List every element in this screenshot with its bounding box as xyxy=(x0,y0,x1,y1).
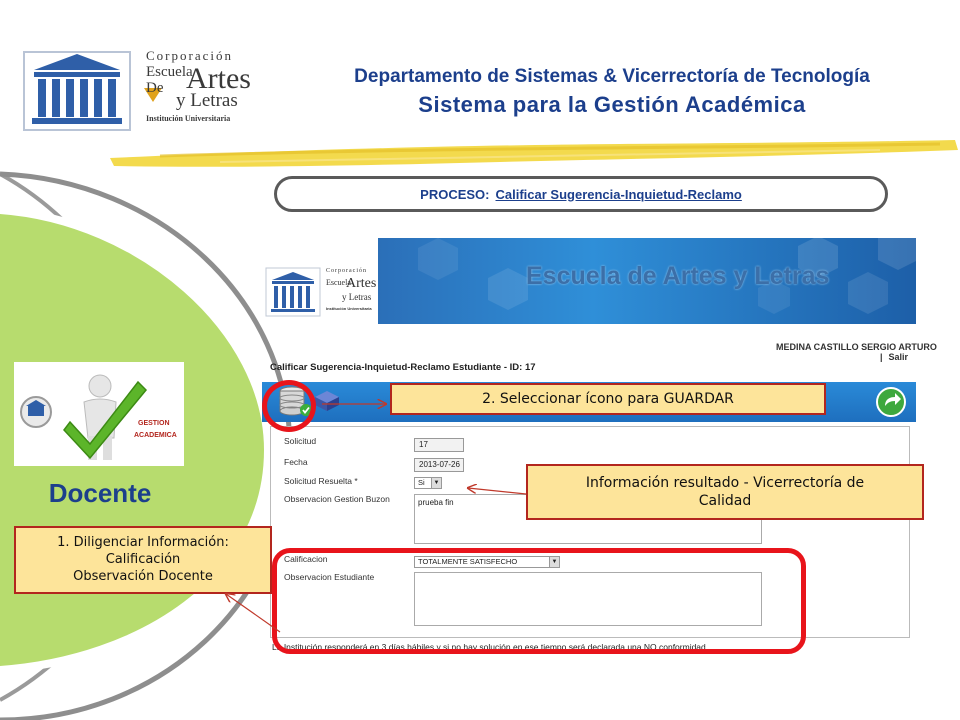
app-banner-title: Escuela de Artes y Letras xyxy=(526,262,830,290)
process-link[interactable]: Calificar Sugerencia-Inquietud-Reclamo xyxy=(495,186,742,202)
fecha-field[interactable]: 2013-07-26 xyxy=(414,458,464,472)
system-title: Sistema para la Gestión Académica xyxy=(418,92,806,117)
obs-buzon-field[interactable]: prueba fin xyxy=(414,494,762,544)
icon-badge-line2: ACADEMICA xyxy=(134,432,177,439)
logo-y-letras: y Letras xyxy=(176,90,238,111)
result-line2: Calidad xyxy=(698,493,752,509)
logo-escuela: Escuela xyxy=(146,64,193,80)
solicitud-label: Solicitud xyxy=(284,436,317,446)
next-arrow-icon[interactable] xyxy=(876,387,906,417)
fields-highlight-box xyxy=(272,548,806,654)
app-logo-corporacion: Corporación xyxy=(326,268,367,274)
cube-icon[interactable] xyxy=(312,390,342,412)
chevron-down-icon[interactable]: ▼ xyxy=(549,557,559,567)
person-check-icon xyxy=(14,362,184,466)
process-banner xyxy=(274,176,888,212)
calificacion-value: TOTALMENTE SATISFECHO xyxy=(418,557,518,566)
result-note xyxy=(526,464,924,520)
step1-note xyxy=(14,526,272,594)
chevron-down-icon[interactable]: ▼ xyxy=(431,478,441,488)
fecha-label: Fecha xyxy=(284,457,308,467)
icon-badge-line1: GESTION xyxy=(138,420,170,427)
logout-link[interactable]: Salir xyxy=(888,352,909,362)
calificacion-label: Calificacion xyxy=(284,554,328,564)
result-line1: Información resultado - Vicerrectoría de xyxy=(585,475,865,491)
logo-de: De xyxy=(146,80,164,96)
department-title: Departamento de Sistemas & Vicerrectoría de Tecnología xyxy=(354,66,870,87)
role-title: Docente xyxy=(48,478,152,508)
save-highlight-circle xyxy=(262,380,316,432)
logo-artes: Artes xyxy=(186,62,251,95)
app-logo-escuela: Escuela xyxy=(326,278,351,287)
footer-notice: La Institución responderá en 3 días hábiles y si no hay solución en ese tiempo será declarada una NO conformidad. xyxy=(272,642,709,652)
logo-corporacion: Corporación xyxy=(146,48,233,63)
app-logo-artes: Artes xyxy=(346,276,377,291)
logout-area xyxy=(880,352,914,362)
obs-buzon-label: Observacion Gestion Buzon xyxy=(284,494,390,504)
step1-line1: 1. Diligenciar Información: xyxy=(57,535,229,550)
process-label: PROCESO: xyxy=(420,186,490,202)
solicitud-field[interactable]: 17 xyxy=(414,438,464,452)
logout-separator: | xyxy=(880,352,883,362)
step1-line2: Calificación xyxy=(105,552,181,567)
step2-note: 2. Seleccionar ícono para GUARDAR xyxy=(390,383,826,415)
solicitud-resuelta-label: Solicitud Resuelta * xyxy=(284,476,358,486)
form-title: Calificar Sugerencia-Inquietud-Reclamo Estudiante - ID: 17 xyxy=(270,362,536,373)
gestion-academica-icon-panel xyxy=(14,362,184,466)
obs-estudiante-label: Observacion Estudiante xyxy=(284,572,375,582)
app-logo-institucion: Institución Universitaria xyxy=(326,306,372,311)
solicitud-resuelta-value: Si xyxy=(418,478,425,487)
solicitud-resuelta-select[interactable] xyxy=(414,477,442,489)
app-logo-y-letras: y Letras xyxy=(342,292,372,302)
step1-line3: Observación Docente xyxy=(73,569,213,584)
logo-institucion: Institución Universitaria xyxy=(146,114,231,123)
user-name: MEDINA CASTILLO SERGIO ARTURO xyxy=(776,342,937,352)
